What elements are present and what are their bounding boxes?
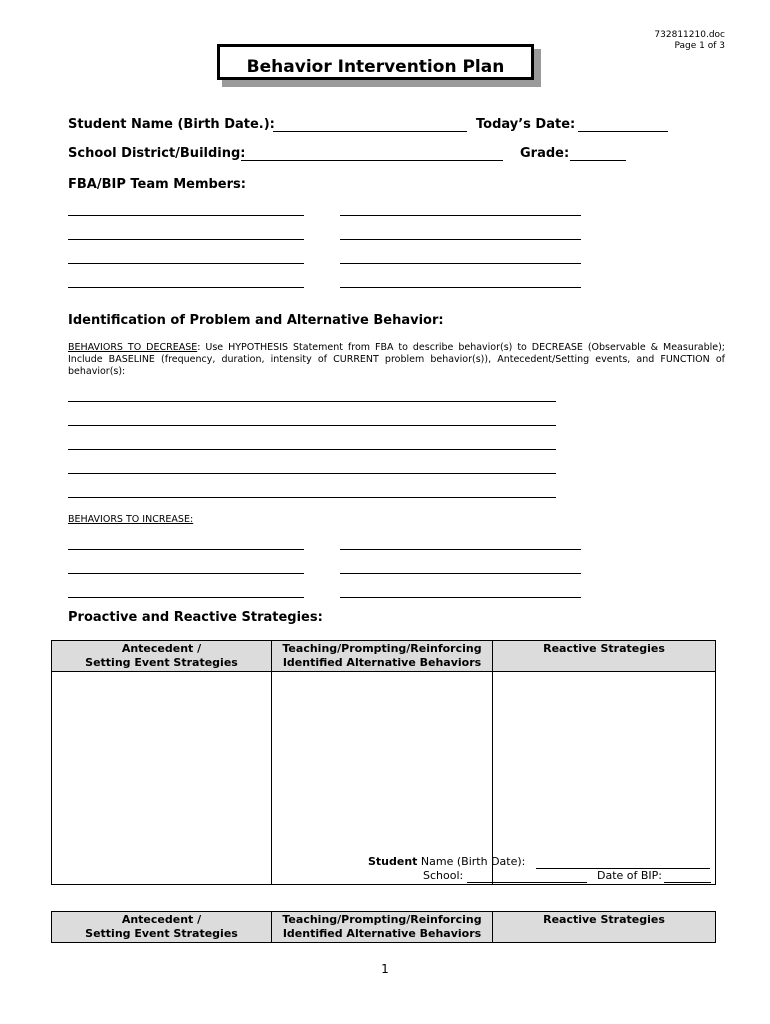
decrease-line[interactable] [68, 449, 556, 450]
increase-line[interactable] [68, 597, 304, 598]
school-district-label: School District/Building: [68, 146, 246, 161]
page-label: Page 1 of 3 [674, 41, 725, 51]
increase-line[interactable] [340, 597, 581, 598]
footer-school-field[interactable] [467, 882, 587, 883]
decrease-instructions [68, 342, 725, 378]
team-member-line[interactable] [68, 215, 304, 216]
team-member-line[interactable] [68, 287, 304, 288]
reactive-header-text: Reactive Strategies [543, 642, 665, 655]
antecedent-header-line1: Antecedent / [121, 642, 202, 655]
teaching-header-line1: Teaching/Prompting/Reinforcing [282, 642, 482, 655]
teaching-header-line1: Teaching/Prompting/Reinforcing [282, 913, 482, 926]
school-district-field[interactable] [241, 160, 503, 161]
teaching-column-header [272, 912, 493, 943]
antecedent-header-line1: Antecedent / [121, 913, 202, 926]
identification-heading: Identification of Problem and Alternative Behavior: [68, 313, 444, 328]
strategies-header-row [52, 912, 716, 943]
team-member-line[interactable] [68, 239, 304, 240]
footer-date-of-bip-field[interactable] [664, 882, 711, 883]
team-member-line[interactable] [340, 239, 581, 240]
increase-line[interactable] [68, 549, 304, 550]
decrease-line[interactable] [68, 401, 556, 402]
team-member-line[interactable] [68, 263, 304, 264]
teaching-header-line2: Identified Alternative Behaviors [282, 927, 482, 940]
document-meta [654, 30, 725, 52]
antecedent-header-line2: Setting Event Strategies [85, 927, 238, 940]
decrease-line[interactable] [68, 473, 556, 474]
todays-date-field[interactable] [578, 131, 668, 132]
strategies-header-row [52, 641, 716, 672]
footer-student-bold: Student [368, 855, 418, 868]
strategies-heading: Proactive and Reactive Strategies: [68, 610, 323, 625]
team-member-line[interactable] [340, 215, 581, 216]
team-members-label: FBA/BIP Team Members: [68, 177, 246, 192]
teaching-column-header [272, 641, 493, 672]
todays-date-label: Today’s Date: [476, 117, 576, 132]
page-title: Behavior Intervention Plan [217, 44, 534, 80]
teaching-header-line2: Identified Alternative Behaviors [282, 656, 482, 669]
strategies-table-continued [51, 911, 716, 943]
decrease-text: : Use HYPOTHESIS Statement from FBA to describe behavior(s) to DECREASE (Observable & Measurable); Include BASELINE (frequency, duration, intensity of CURRENT problem behavior(s)), Antecedent/Setting events, and FUNCTION of behavior(s): [68, 342, 725, 377]
strategies-table [51, 640, 716, 885]
page-number: 1 [381, 962, 389, 976]
decrease-line[interactable] [68, 497, 556, 498]
reactive-column-header [493, 912, 716, 943]
student-name-label: Student Name (Birth Date.): [68, 117, 275, 132]
antecedent-column-header [52, 641, 272, 672]
reactive-column-header [493, 641, 716, 672]
decrease-label: BEHAVIORS TO DECREASE [68, 342, 198, 353]
increase-label: BEHAVIORS TO INCREASE: [68, 514, 194, 525]
reactive-cell[interactable] [493, 672, 716, 885]
footer-school-label: School: [423, 869, 464, 882]
grade-label: Grade: [520, 146, 570, 161]
student-name-field[interactable] [273, 131, 467, 132]
teaching-cell[interactable] [272, 672, 493, 885]
reactive-header-text: Reactive Strategies [543, 913, 665, 926]
increase-line[interactable] [340, 549, 581, 550]
team-member-line[interactable] [340, 263, 581, 264]
team-member-line[interactable] [340, 287, 581, 288]
grade-field[interactable] [570, 160, 626, 161]
strategies-body-row [52, 672, 716, 885]
antecedent-column-header [52, 912, 272, 943]
increase-line[interactable] [340, 573, 581, 574]
footer-date-of-bip-label: Date of BIP: [597, 869, 663, 882]
antecedent-header-line2: Setting Event Strategies [85, 656, 238, 669]
antecedent-cell[interactable] [52, 672, 272, 885]
footer-student-rest: Name (Birth Date): [417, 855, 526, 868]
footer-student-name [368, 855, 525, 868]
increase-line[interactable] [68, 573, 304, 574]
decrease-line[interactable] [68, 425, 556, 426]
doc-id: 732811210.doc [654, 30, 725, 40]
